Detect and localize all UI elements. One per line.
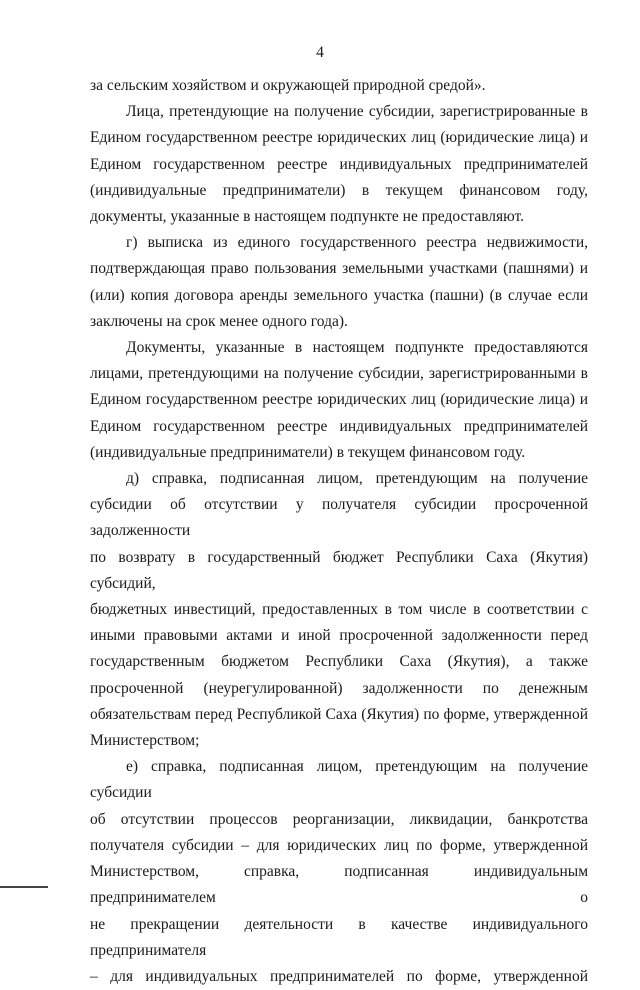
text-line: получателя субсидии – для юридических лиц по форме, утвержденной xyxy=(90,836,588,854)
text-line: об отсутствии процессов реорганизации, ликвидации, банкротства xyxy=(90,810,588,828)
text-line: государственным бюджетом Республики Саха (Якутия), а также xyxy=(90,653,588,671)
text-line: обязательствам перед Республикой Саха (Якутия) по форме, утвержденной xyxy=(90,705,588,723)
text-line: документы, указанные в настоящем подпункте не предоставляют. xyxy=(90,208,525,226)
body-text xyxy=(90,73,588,990)
text-line: е) справка, подписанная лицом, претендующим на получение субсидии xyxy=(90,758,588,802)
text-line: за сельским хозяйством и окружающей природной средой». xyxy=(90,77,486,94)
text-line: бюджетных инвестиций, предоставленных в том числе в соответствии с xyxy=(90,601,588,619)
text-line: (индивидуальные предприниматели) в текущем финансовом году. xyxy=(90,443,526,461)
text-line: Документы, указанные в настоящем подпункте предоставляются xyxy=(126,339,588,357)
text-line: просроченной (неурегулированной) задолженности по денежным xyxy=(90,679,588,697)
text-line: (или) копия договора аренды земельного участка (пашни) (в случае если xyxy=(90,286,588,304)
text-line: иными правовыми актами и иной просроченной задолженности перед xyxy=(90,627,588,645)
text-line: Едином государственном реестре юридических лиц (юридические лица) и xyxy=(90,391,588,409)
text-line: Лица, претендующие на получение субсидии, зарегистрированные в xyxy=(126,103,588,121)
page-number: 4 xyxy=(316,44,324,61)
text-line: г) выписка из единого государственного реестра недвижимости, xyxy=(126,234,588,252)
scan-edge-mark xyxy=(0,886,48,888)
text-line: подтверждающая право пользования земельными участками (пашнями) и xyxy=(90,260,588,278)
text-line: (индивидуальные предприниматели) в текущем финансовом году, xyxy=(90,181,588,199)
text-line: – для индивидуальных предпринимателей по форме, утвержденной xyxy=(90,967,588,985)
text-line: Министерством; xyxy=(90,732,200,750)
text-line: Едином государственном реестре юридических лиц (юридические лица) и xyxy=(90,129,588,147)
text-line: по возврату в государственный бюджет Республики Саха (Якутия) субсидий, xyxy=(90,548,588,592)
text-line: Едином государственном реестре индивидуальных предпринимателей xyxy=(90,417,588,435)
text-line: субсидии об отсутствии у получателя субсидии просроченной задолженности xyxy=(90,496,588,540)
text-line: Министерством, справка, подписанная индивидуальным предпринимателем о xyxy=(90,863,588,907)
text-line: д) справка, подписанная лицом, претендующим на получение xyxy=(126,470,588,488)
text-line: не прекращении деятельности в качестве индивидуального предпринимателя xyxy=(90,915,588,959)
text-line: лицами, претендующими на получение субсидии, зарегистрированными в xyxy=(90,365,588,383)
text-line: заключены на срок менее одного года). xyxy=(90,312,348,330)
text-line: Едином государственном реестре индивидуальных предпринимателей xyxy=(90,155,588,173)
